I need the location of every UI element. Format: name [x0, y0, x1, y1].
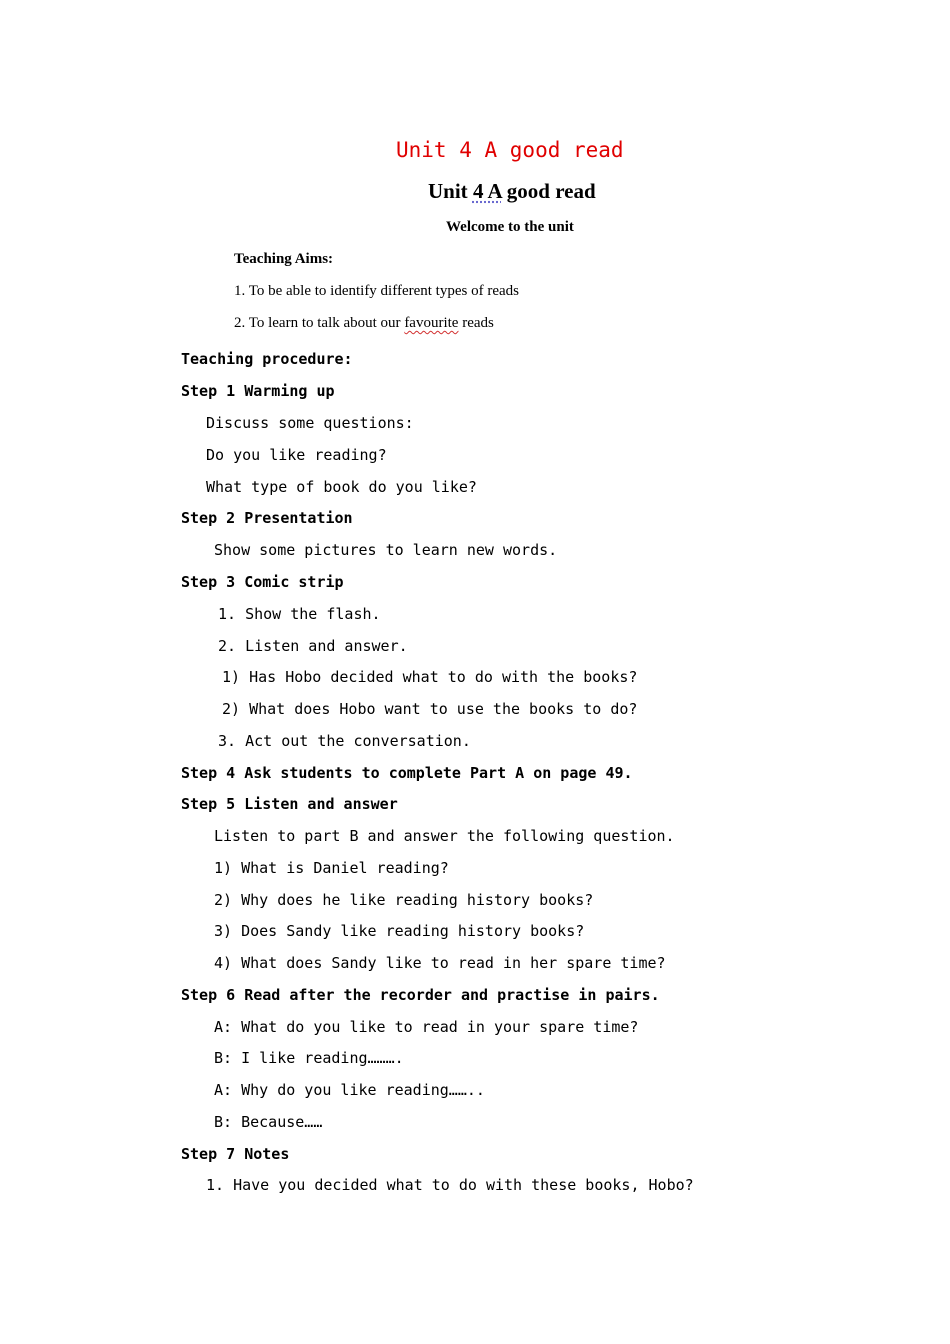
step-3-line: 3. Act out the conversation. — [218, 732, 471, 750]
step-7-title: Step 7 Notes — [181, 1145, 290, 1163]
subtitle: Welcome to the unit — [446, 219, 574, 235]
step-3-line: 1. Show the flash. — [218, 605, 381, 623]
aims-heading: Teaching Aims: — [234, 251, 334, 267]
step-2-title: Step 2 Presentation — [181, 509, 353, 527]
step-5-line: 4) What does Sandy like to read in her spare time? — [214, 954, 666, 972]
title-marked: 4 A — [472, 179, 502, 203]
step-6-title: Step 6 Read after the recorder and practise in pairs. — [181, 986, 660, 1004]
title-suffix: good read — [501, 179, 596, 203]
step-3-line: 1) Has Hobo decided what to do with the books? — [222, 668, 638, 686]
step-4-title: Step 4 Ask students to complete Part A on page 49. — [181, 764, 633, 782]
step-5-line: 2) Why does he like reading history books? — [214, 891, 594, 909]
aims-item-2 — [234, 316, 494, 331]
step-3-line: 2) What does Hobo want to use the books to do? — [222, 700, 638, 718]
step-1-line: Do you like reading? — [206, 446, 387, 464]
step-6-line: B: I like reading………. — [214, 1049, 404, 1067]
red-title: Unit 4 A good read — [396, 138, 624, 162]
step-1-title: Step 1 Warming up — [181, 382, 335, 400]
step-6-line: A: What do you like to read in your spare time? — [214, 1018, 639, 1036]
aims-item-2-post: reads — [458, 315, 494, 331]
step-7-line: 1. Have you decided what to do with these books, Hobo? — [206, 1176, 694, 1194]
title-prefix: Unit — [428, 179, 473, 203]
step-6-line: B: Because…… — [214, 1113, 323, 1131]
page-title — [428, 181, 596, 202]
step-3-line: 2. Listen and answer. — [218, 637, 408, 655]
step-5-title: Step 5 Listen and answer — [181, 795, 398, 813]
step-5-line: Listen to part B and answer the following question. — [214, 827, 675, 845]
step-6-line: A: Why do you like reading…….. — [214, 1081, 485, 1099]
step-1-line: What type of book do you like? — [206, 478, 477, 496]
aims-item-2-pre: 2. To learn to talk about our — [234, 315, 405, 331]
step-5-line: 3) Does Sandy like reading history books? — [214, 922, 585, 940]
step-5-line: 1) What is Daniel reading? — [214, 859, 449, 877]
aims-item-2-marked: favourite — [404, 315, 459, 331]
procedure-heading: Teaching procedure: — [181, 350, 353, 368]
aims-item-1: 1. To be able to identify different types of reads — [234, 283, 519, 299]
step-3-title: Step 3 Comic strip — [181, 573, 344, 591]
step-2-line: Show some pictures to learn new words. — [214, 541, 558, 559]
step-1-line: Discuss some questions: — [206, 414, 414, 432]
